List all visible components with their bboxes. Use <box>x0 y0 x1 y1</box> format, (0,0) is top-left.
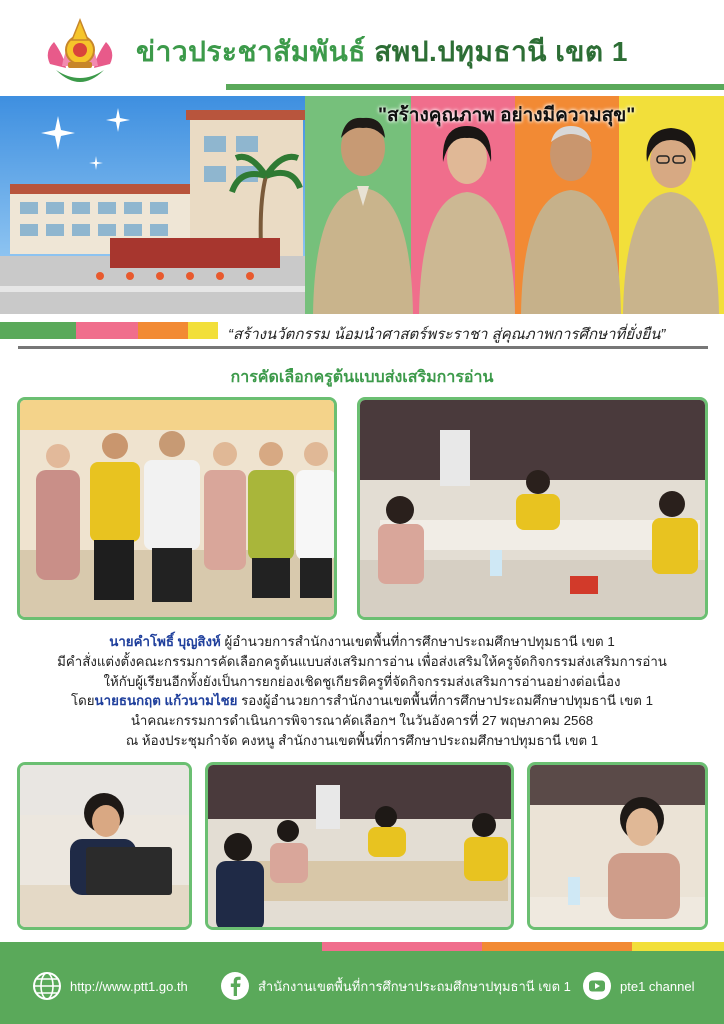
title-main: ข่าวประชาสัมพันธ์ <box>136 36 366 67</box>
office-emblem-logo <box>42 12 118 88</box>
body-line-4 <box>0 691 724 711</box>
globe-icon <box>32 971 62 1001</box>
body-line-6: ณ ห้องประชุมกำจัด คงหนู สำนักงานเขตพื้นที่การศึกษาประถมศึกษาปทุมธานี เขต 1 <box>125 732 599 748</box>
footer-strip-pink <box>322 942 482 951</box>
header-divider <box>226 84 724 90</box>
banner-slogan: "สร้างคุณภาพ อย่างมีความสุข" <box>378 105 636 126</box>
color-strip-orange <box>138 322 188 339</box>
page-title <box>136 30 628 74</box>
reviewer-photo <box>527 762 708 930</box>
color-strip-pink <box>76 322 138 339</box>
committee-meeting-photo <box>357 397 708 620</box>
director-name: นายคำโพธิ์ บุญสิงห์ <box>109 634 221 649</box>
website-link[interactable] <box>32 971 188 1001</box>
banner <box>0 96 724 314</box>
footer-strip-yellow <box>632 942 724 951</box>
sub-slogan: “สร้างนวัตกรรม น้อมนำศาสตร์พระราชา สู่คุณภาพการศึกษาที่ยั่งยืน” <box>228 326 666 343</box>
title-org: สพป.ปทุมธานี เขต 1 <box>374 36 628 67</box>
body-line-5: นำคณะกรรมการดำเนินการพิจารณาคัดเลือกฯ ในวันอังคารที่ 27 พฤษภาคม 2568 <box>130 713 594 729</box>
youtube-link[interactable] <box>582 971 694 1001</box>
color-strip-yellow <box>188 322 218 339</box>
meeting-table-photo <box>205 762 514 930</box>
website-url[interactable]: http://www.ptt1.go.th <box>70 978 188 994</box>
facebook-link[interactable] <box>220 971 571 1001</box>
deputy-name: นายธนกฤต แก้วนามไชย <box>94 693 238 709</box>
body-line-1 <box>0 632 724 652</box>
youtube-icon <box>582 971 612 1001</box>
body-line-4-text: รองผู้อำนวยการสำนักงานเขตพื้นที่การศึกษาประถมศึกษาปทุมธานี เขต 1 <box>237 693 654 709</box>
body-line-3: ให้กับผู้เรียนอีกทั้งยังเป็นการยกย่องเชิดชูเกียรติครูที่จัดกิจกรรมส่งเสริมการอ่านอย่างต่อเนื่อง <box>103 673 621 689</box>
article-body <box>0 632 724 751</box>
body-line-1-text: ผู้อำนวยการสำนักงานเขตพื้นที่การศึกษาประถมศึกษาปทุมธานี เขต 1 <box>220 634 615 649</box>
footer-strip-orange <box>482 942 632 951</box>
color-strip-green <box>0 322 76 339</box>
office-building-photo <box>0 96 305 314</box>
group-photo <box>17 397 337 620</box>
facebook-page-name[interactable]: สำนักงานเขตพื้นที่การศึกษาประถมศึกษาปทุมธานี เขต 1 <box>258 978 571 994</box>
section-divider <box>18 346 708 349</box>
footer <box>0 951 724 1024</box>
youtube-channel-name[interactable]: pte1 channel <box>620 978 695 994</box>
body-line-2: มีคำสั่งแต่งตั้งคณะกรรมการคัดเลือกครูต้นแบบส่งเสริมการอ่าน เพื่อส่งเสริมให้ครูจัดกิจกรรมส่งเสริมการอ่าน <box>57 653 667 669</box>
laptop-photo <box>17 762 192 930</box>
section-title: การคัดเลือกครูต้นแบบส่งเสริมการอ่าน <box>230 369 494 386</box>
header <box>0 0 724 92</box>
footer-strip-green <box>0 942 322 951</box>
facebook-icon <box>220 971 250 1001</box>
body-line-4-prefix: โดย <box>70 693 95 709</box>
